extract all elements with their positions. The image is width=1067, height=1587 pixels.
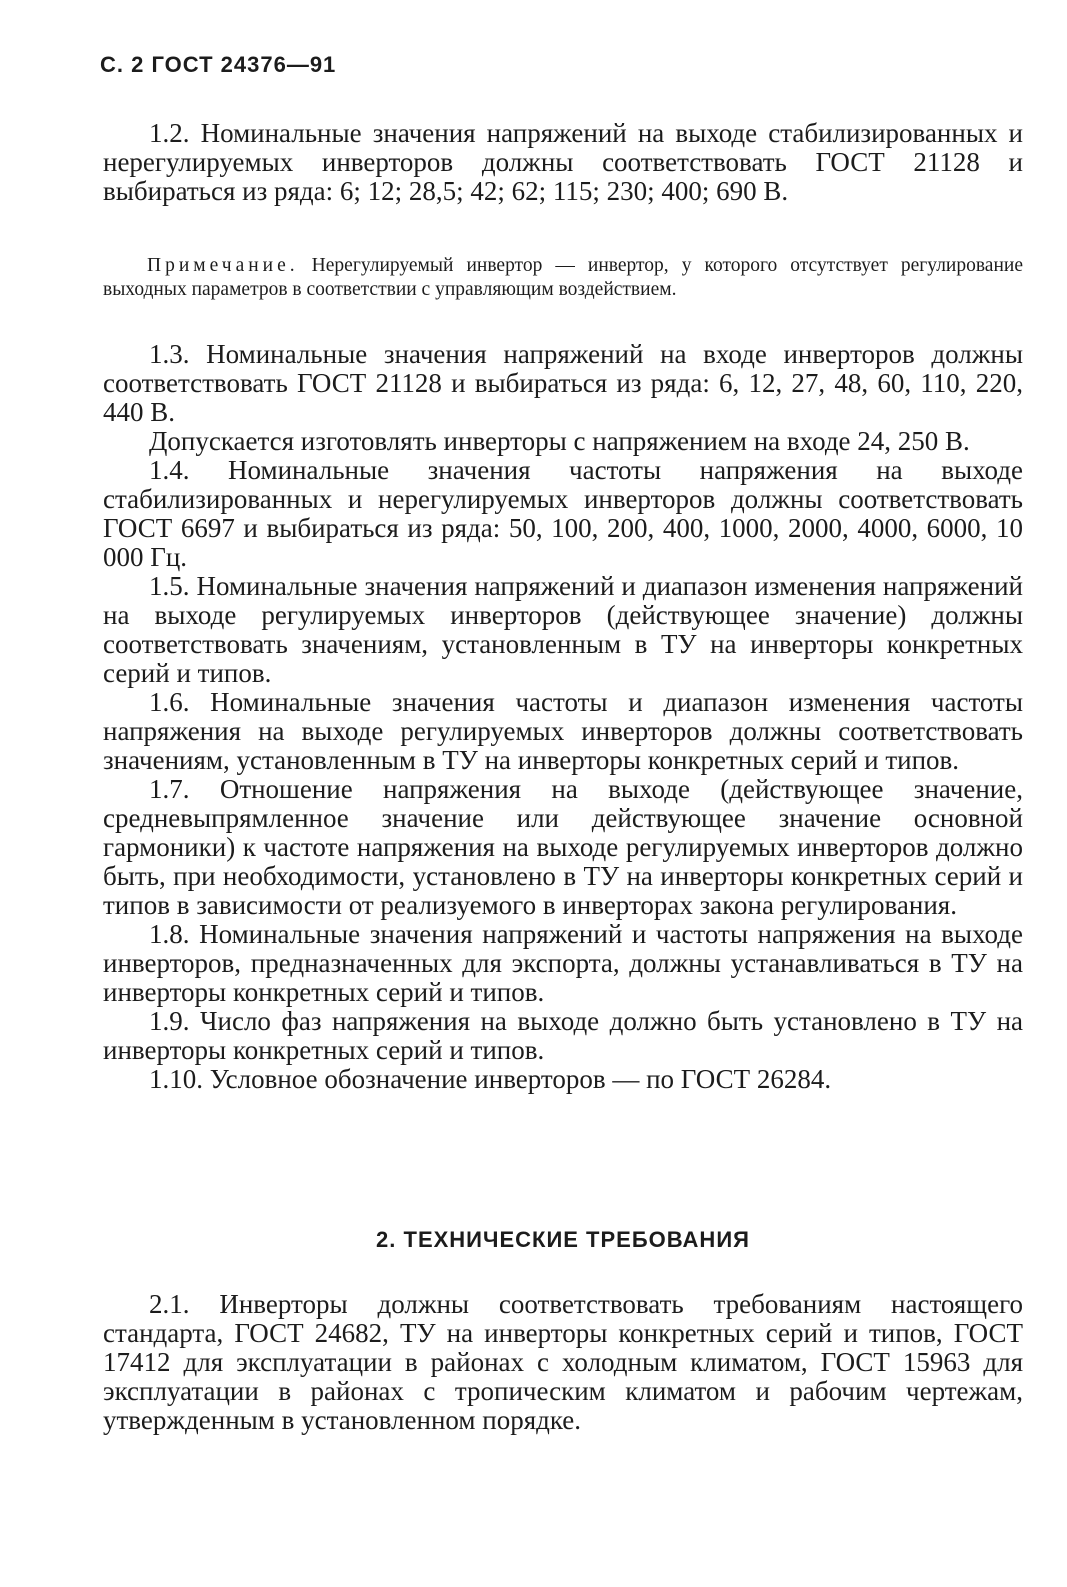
note-text: Нерегулируемый инвертор — инвертор, у которого отсутствует регулирование выходных параметров в соответствии с управляющим воздействием. xyxy=(103,255,1023,300)
page-header: С. 2 ГОСТ 24376—91 xyxy=(100,52,337,77)
paragraph-1-9: 1.9. Число фаз напряжения на выходе должно быть установлено в ТУ на инверторы конкретных серий и типов. xyxy=(103,1006,1023,1065)
paragraph-1-4: 1.4. Номинальные значения частоты напряжения на выходе стабилизированных и нерегулируемых инверторов должны соответствовать ГОСТ 6697 и выбираться из ряда: 50, 100, 200, 400, 1000, 2000, 4000, 6000, 10 000 Гц. xyxy=(103,455,1023,572)
paragraph-1-10: 1.10. Условное обозначение инверторов — по ГОСТ 26284. xyxy=(149,1064,832,1094)
section-2-title: 2. ТЕХНИЧЕСКИЕ ТРЕБОВАНИЯ xyxy=(376,1227,750,1252)
paragraph-2-1-block xyxy=(103,1290,1023,1435)
paragraphs-1-3-to-1-10 xyxy=(103,340,1023,1094)
paragraph-1-3: 1.3. Номинальные значения напряжений на входе инверторов должны соответствовать ГОСТ 21128 и выбираться из ряда: 6, 12, 27, 48, 60, 110, 220, 440 В. xyxy=(103,339,1023,427)
paragraph-1-8: 1.8. Номинальные значения напряжений и частоты напряжения на выходе инверторов, предназначенных для экспорта, должны устанавливаться в ТУ на инверторы конкретных серий и типов. xyxy=(103,919,1023,1007)
paragraph-1-2: 1.2. Номинальные значения напряжений на выходе стабилизированных и нерегулируемых инверторов должны соответствовать ГОСТ 21128 и выбираться из ряда: 6; 12; 28,5; 42; 62; 115; 230; 400; 690 В. xyxy=(103,118,1023,206)
note-block xyxy=(103,254,1023,301)
paragraph-1-7: 1.7. Отношение напряжения на выходе (действующее значение, средневыпрямленное значение или действующее значение основной гармоники) к частоте напряжения на выходе регулируемых инверторов должно быть, при необходимости, установлено в ТУ на инверторы конкретных серий и типов в зависимости от реализуемого в инверторах закона регулирования. xyxy=(103,774,1023,920)
paragraph-1-3-addendum: Допускается изготовлять инверторы с напряжением на входе 24, 250 В. xyxy=(149,426,970,456)
paragraph-2-1: 2.1. Инверторы должны соответствовать требованиям настоящего стандарта, ГОСТ 24682, ТУ на инверторы конкретных серий и типов, ГОСТ 17412 для эксплуатации в районах с холодным климатом, ГОСТ 15963 для эксплуатации в районах с тропическим климатом и рабочим чертежам, утвержденным в установленном порядке. xyxy=(103,1289,1023,1435)
note-label: Примечание. xyxy=(147,255,299,276)
paragraph-1-5: 1.5. Номинальные значения напряжений и диапазон изменения напряжений на выходе регулируемых инверторов (действующее значение) должны соответствовать значениям, установленным в ТУ на инверторы конкретных серий и типов. xyxy=(103,571,1023,688)
paragraph-1-6: 1.6. Номинальные значения частоты и диапазон изменения частоты напряжения на выходе регулируемых инверторов должны соответствовать значениям, установленным в ТУ на инверторы конкретных серий и типов. xyxy=(103,687,1023,775)
paragraph-1-2-block xyxy=(103,119,1023,206)
note-paragraph xyxy=(103,254,1023,301)
